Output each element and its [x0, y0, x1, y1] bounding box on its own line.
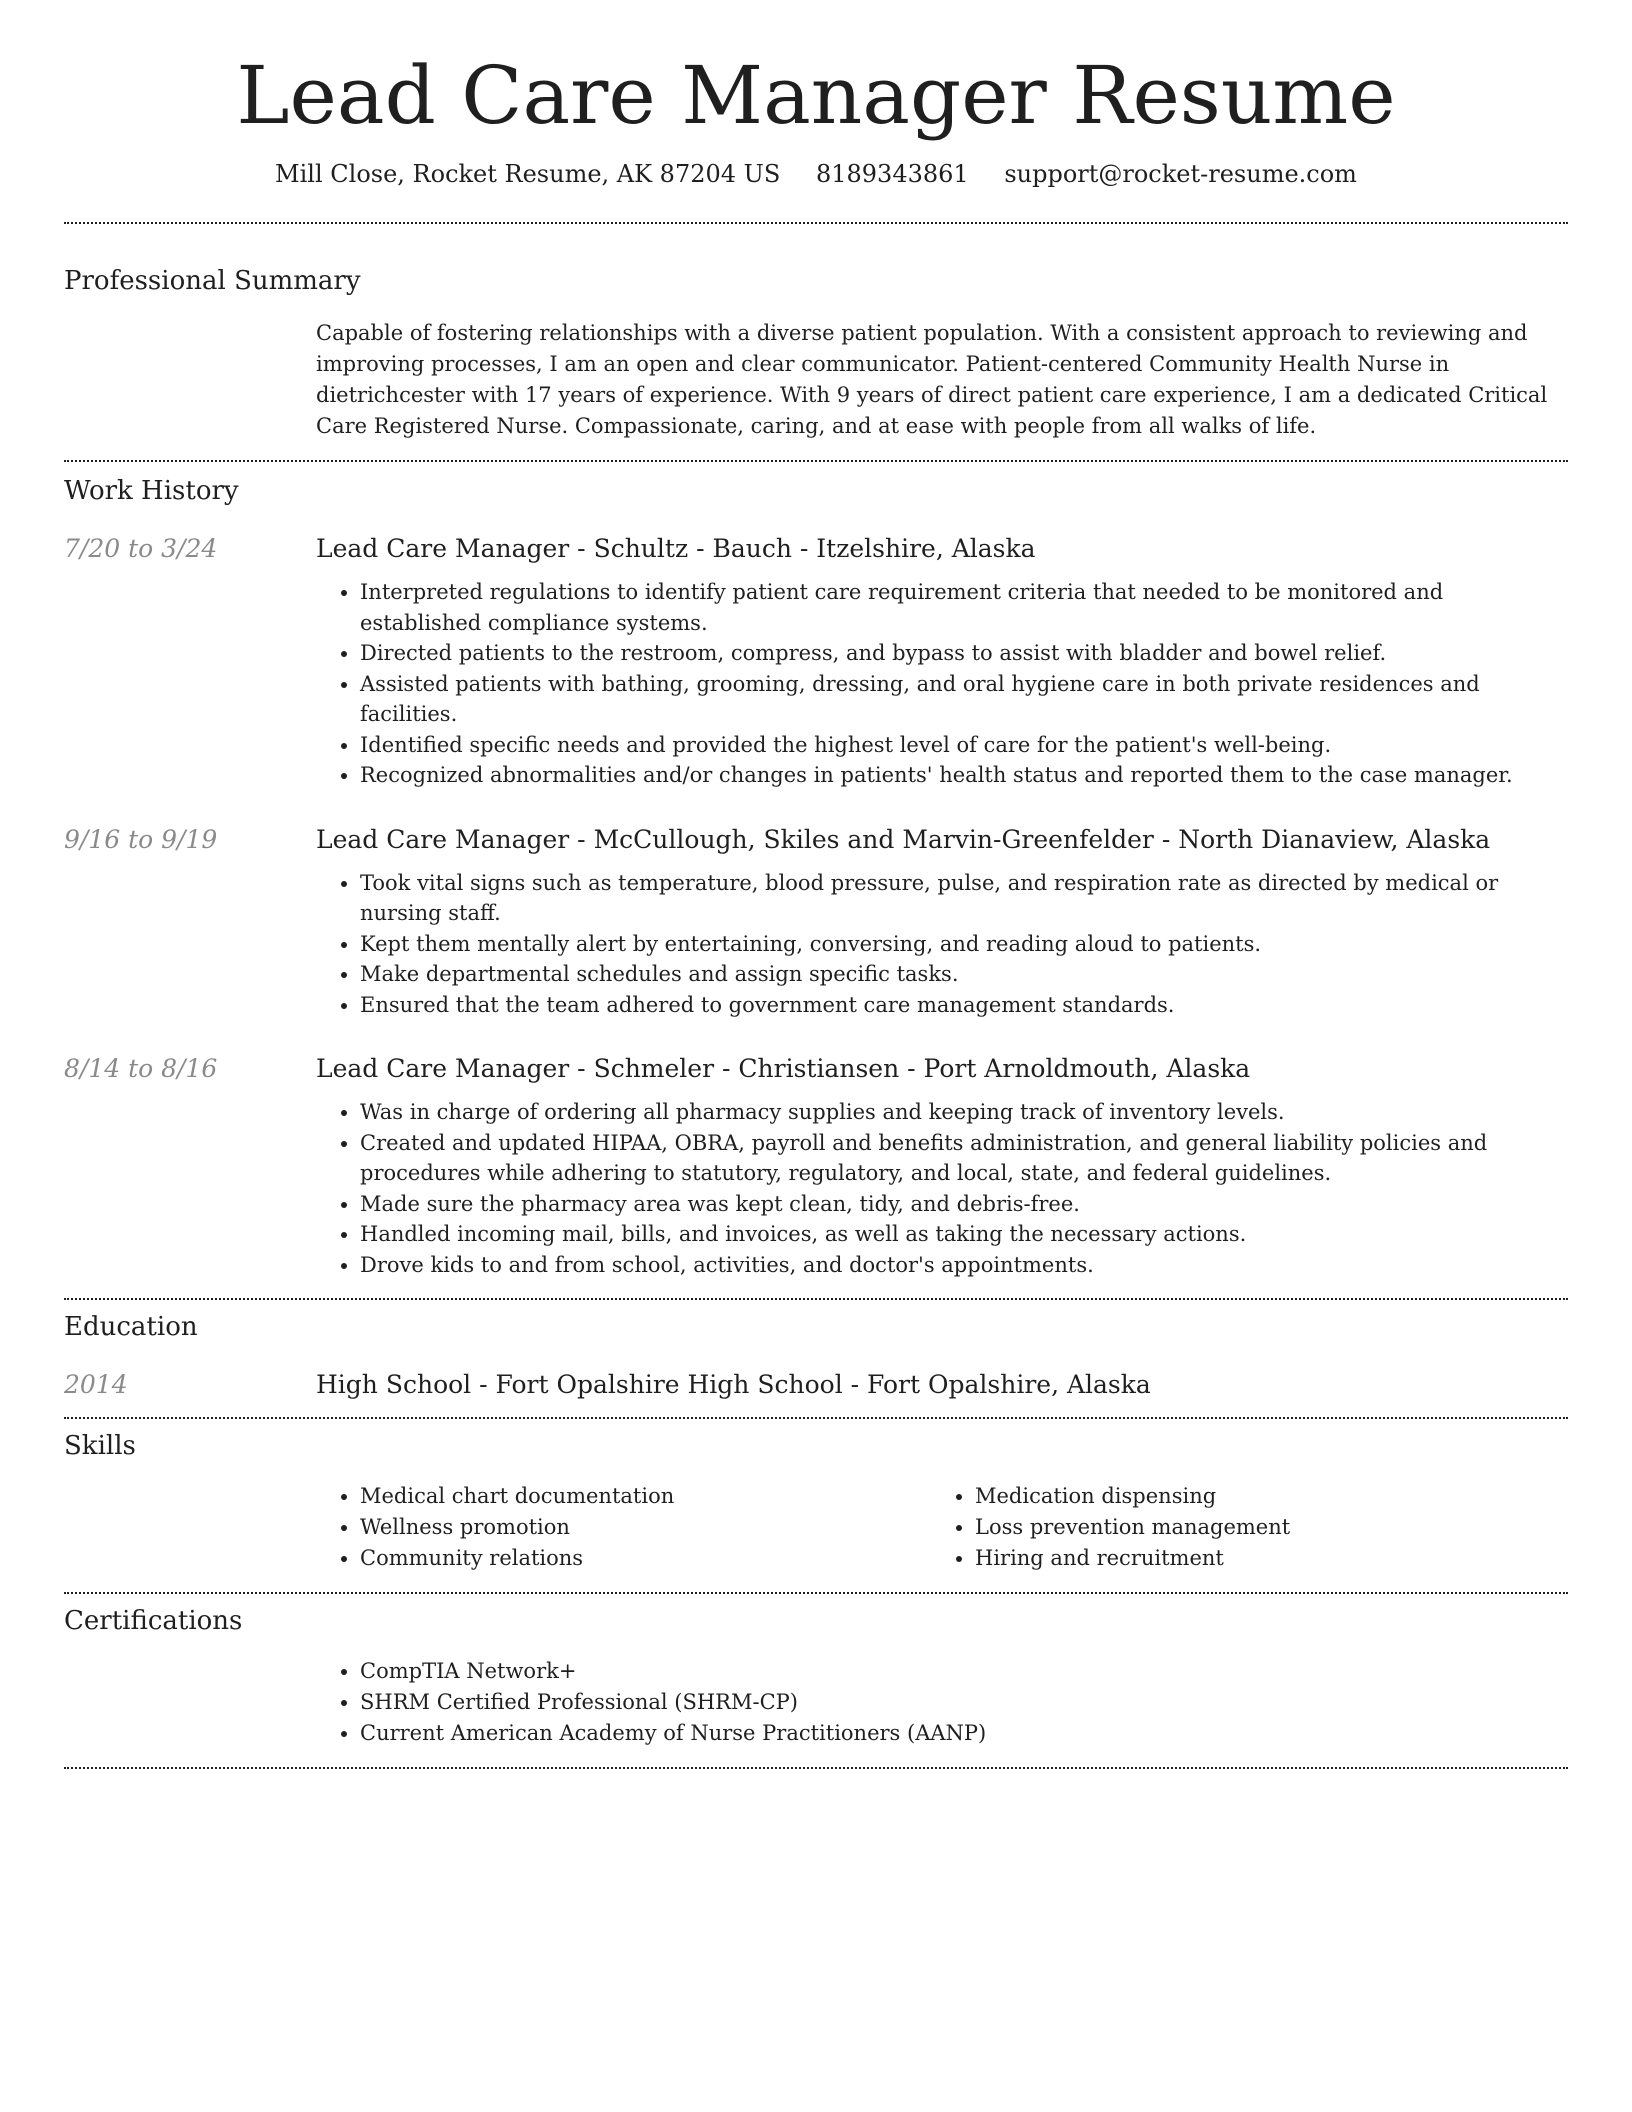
- skill-item: • Wellness promotion: [360, 1512, 931, 1543]
- education-year: 2014: [64, 1370, 128, 1399]
- certifications-list: [316, 1656, 1568, 1749]
- skill-item: • Medical chart documentation: [360, 1481, 931, 1512]
- certifications-section: [64, 1594, 1568, 1767]
- job-dates: 7/20 to 3/24: [64, 534, 218, 563]
- job-details: [316, 868, 1568, 1021]
- education-entry: [64, 1370, 1568, 1399]
- list-item: • Ensured that the team adhered to government care management standards.: [360, 990, 1568, 1021]
- education-section: [64, 1300, 1568, 1417]
- work-history-section: [64, 462, 1568, 1280]
- resume-title: Lead Care Manager Resume: [236, 49, 1396, 142]
- list-item: • Drove kids to and from school, activities, and doctor's appointments.: [360, 1250, 1568, 1281]
- contact-address: Mill Close, Rocket Resume, AK 87204 US: [275, 160, 781, 188]
- certification-item: • SHRM Certified Professional (SHRM-CP): [360, 1687, 1568, 1718]
- job-header: [64, 825, 1568, 854]
- list-item: • Was in charge of ordering all pharmacy supplies and keeping track of inventory levels.: [360, 1097, 1568, 1128]
- skills-heading: Skills: [64, 1431, 136, 1461]
- certifications-bullets: [316, 1656, 1568, 1749]
- list-item: • Directed patients to the restroom, compress, and bypass to assist with bladder and bowel relief.: [360, 638, 1568, 669]
- skills-column-left: [316, 1481, 931, 1574]
- education-detail: High School - Fort Opalshire High School - Fort Opalshire, Alaska: [316, 1370, 1151, 1399]
- list-item: • Created and updated HIPAA, OBRA, payroll and benefits administration, and general liability policies and procedures while adhering to statutory, regulatory, and local, state, and federal guidelines.: [360, 1128, 1568, 1189]
- job-entry: [64, 534, 1568, 791]
- list-item: • Assisted patients with bathing, grooming, dressing, and oral hygiene care in both private residences and facilities.: [360, 669, 1568, 730]
- list-item: • Recognized abnormalities and/or changes in patients' health status and reported them to the case manager.: [360, 760, 1568, 791]
- skill-item: • Hiring and recruitment: [975, 1543, 1546, 1574]
- job-details: [316, 1097, 1568, 1280]
- job-header: [64, 534, 1568, 563]
- skill-item: • Community relations: [360, 1543, 931, 1574]
- job-title: Lead Care Manager - Schultz - Bauch - Itzelshire, Alaska: [316, 534, 1036, 563]
- resume-header: [64, 0, 1568, 188]
- job-title: Lead Care Manager - McCullough, Skiles and Marvin-Greenfelder - North Dianaview, Alaska: [316, 824, 1491, 854]
- skill-item: • Loss prevention management: [975, 1512, 1546, 1543]
- summary-text: Capable of fostering relationships with a diverse patient population. With a consistent approach to reviewing and improving processes, I am an open and clear communicator. Patient-centered Community Health Nurse in dietrichcester with 17 years of experience. With 9 years of direct patient care experience, I am a dedicated Critical Care Registered Nurse. Compassionate, caring, and at ease with people from all walks of life.: [316, 321, 1548, 438]
- education-heading: Education: [64, 1312, 198, 1342]
- list-item: • Took vital signs such as temperature, blood pressure, pulse, and respiration rate as directed by medical or nursing staff.: [360, 868, 1568, 929]
- skill-item: • Medication dispensing: [975, 1481, 1546, 1512]
- skills-grid: [316, 1481, 1568, 1574]
- list-item: • Identified specific needs and provided the highest level of care for the patient's well-being.: [360, 730, 1568, 761]
- divider: [64, 1767, 1568, 1769]
- job-entry: [64, 1054, 1568, 1280]
- list-item: • Make departmental schedules and assign specific tasks.: [360, 959, 1568, 990]
- list-item: • Made sure the pharmacy area was kept clean, tidy, and debris-free.: [360, 1189, 1568, 1220]
- job-title: Lead Care Manager - Schmeler - Christiansen - Port Arnoldmouth, Alaska: [316, 1054, 1251, 1083]
- list-item: • Kept them mentally alert by entertaining, conversing, and reading aloud to patients.: [360, 929, 1568, 960]
- job-details: [316, 577, 1568, 791]
- job-dates: 9/16 to 9/19: [64, 824, 218, 854]
- job-entry: [64, 825, 1568, 1021]
- list-item: • Interpreted regulations to identify patient care requirement criteria that needed to be monitored and established compliance systems.: [360, 577, 1568, 638]
- contact-line: [64, 160, 1568, 188]
- skills-column-right: [931, 1481, 1546, 1574]
- certification-item: • Current American Academy of Nurse Practitioners (AANP): [360, 1718, 1568, 1749]
- contact-phone: 8189343861: [815, 160, 969, 188]
- summary-section: [64, 224, 1568, 442]
- summary-heading: Professional Summary: [64, 266, 361, 296]
- certifications-heading: Certifications: [64, 1606, 243, 1636]
- job-bullets: [316, 868, 1568, 1021]
- list-item: • Handled incoming mail, bills, and invoices, as well as taking the necessary actions.: [360, 1219, 1568, 1250]
- work-history-heading: Work History: [64, 476, 239, 506]
- contact-email: support@rocket-resume.com: [1004, 160, 1357, 188]
- job-header: [64, 1054, 1568, 1083]
- job-bullets: [316, 1097, 1568, 1280]
- job-bullets: [316, 577, 1568, 791]
- skills-section: [64, 1419, 1568, 1592]
- job-dates: 8/14 to 8/16: [64, 1054, 218, 1083]
- certification-item: • CompTIA Network+: [360, 1656, 1568, 1687]
